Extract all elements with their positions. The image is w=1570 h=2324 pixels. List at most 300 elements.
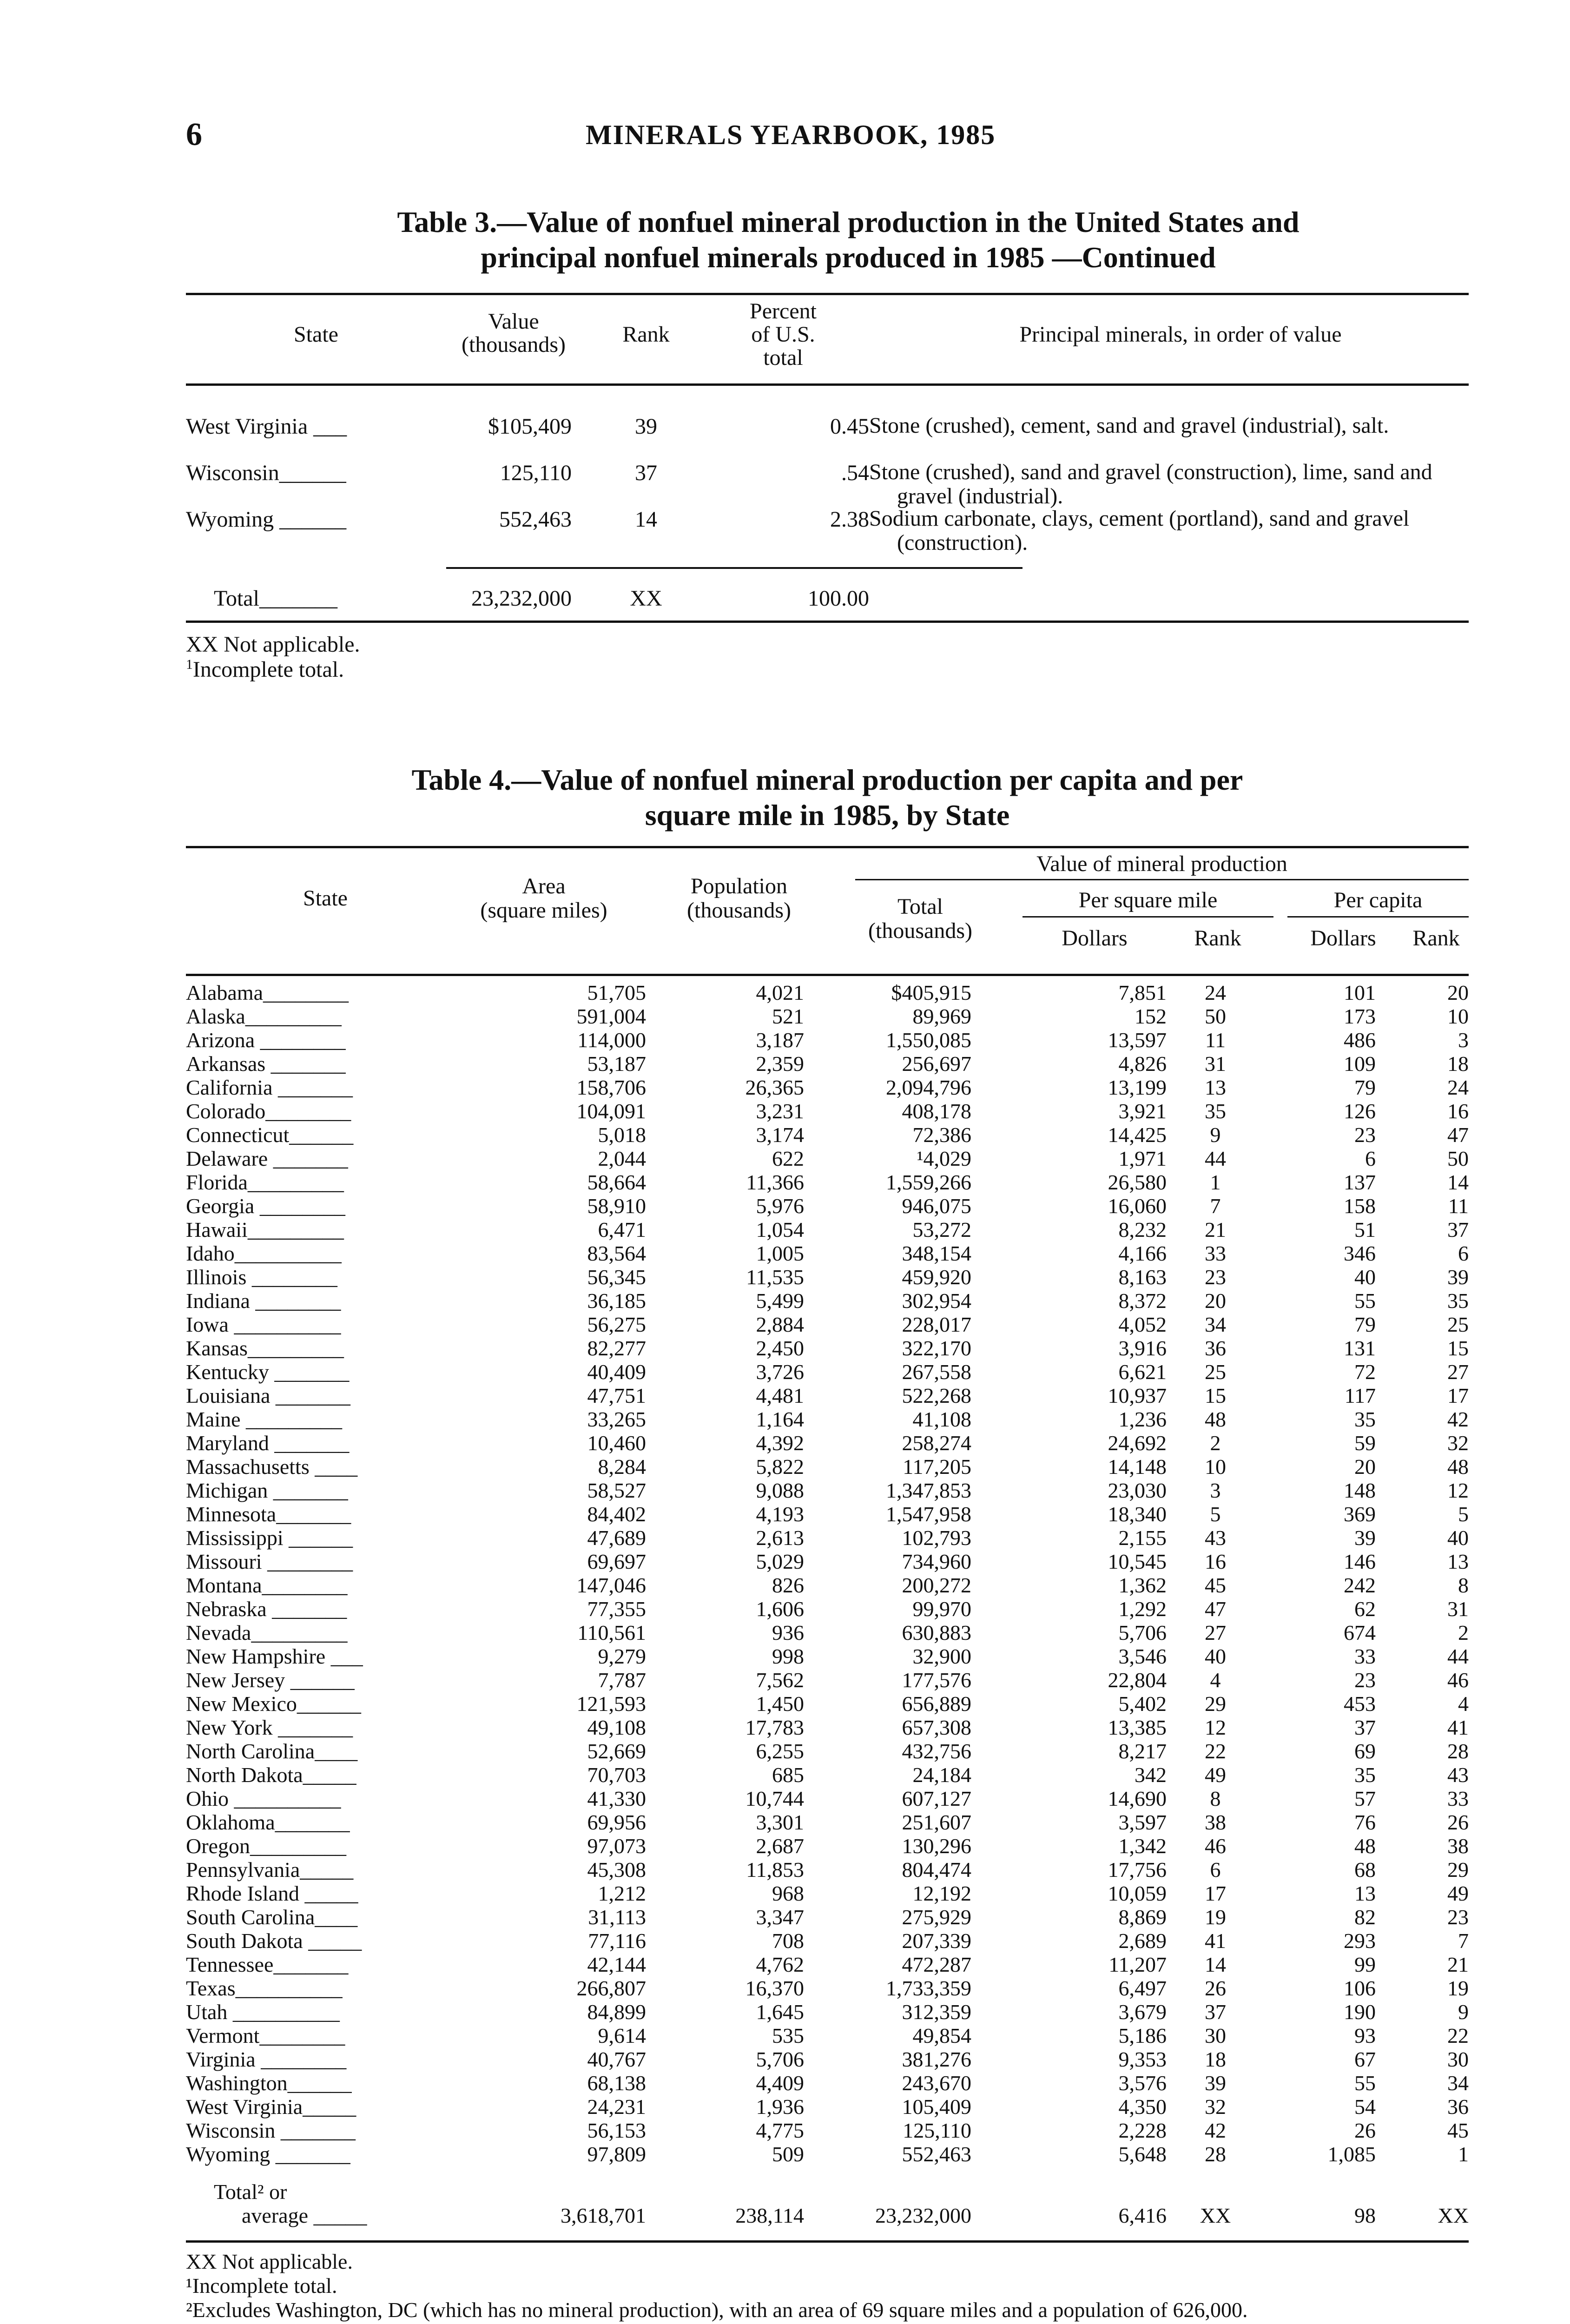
cell-state: West Virginia_____ <box>186 2095 356 2119</box>
cell-population: 17,783 <box>745 1716 804 1739</box>
footnote-1-text: Incomplete total. <box>192 657 344 682</box>
cell-population: 1,450 <box>756 1692 804 1716</box>
cell-value: 552,463 <box>499 507 572 532</box>
cell-rank-per-sq-mile: 35 <box>1205 1099 1226 1123</box>
cell-rank-per-capita: 35 <box>1447 1289 1469 1313</box>
cell-rank-per-sq-mile: 23 <box>1205 1265 1226 1289</box>
cell-dollars-per-sq-mile: 13,385 <box>1108 1716 1167 1739</box>
cell-state: New Hampshire ___ <box>186 1644 363 1668</box>
cell-rank-per-capita: 37 <box>1447 1218 1469 1241</box>
cell-rank-per-capita: 36 <box>1447 2095 1469 2119</box>
cell-dollars-per-capita: 55 <box>1354 2071 1376 2095</box>
header-sq-dollars: Dollars <box>1062 926 1128 951</box>
cell-population: 936 <box>772 1621 804 1644</box>
cell-rank-per-capita: 44 <box>1447 1644 1469 1668</box>
cell-rank-per-sq-mile: 36 <box>1205 1336 1226 1360</box>
cell-total: 656,889 <box>902 1692 971 1716</box>
table-row <box>186 1905 1469 1929</box>
cell-area: 97,809 <box>587 2142 646 2166</box>
table-row <box>186 1052 1469 1076</box>
cell-dollars-per-sq-mile: 17,756 <box>1108 1858 1167 1882</box>
cell-total: 125,110 <box>903 2119 971 2142</box>
table-row <box>186 1597 1469 1621</box>
header-percent-line-2: of U.S. <box>751 322 815 347</box>
cell-rank-per-sq-mile: 48 <box>1205 1407 1226 1431</box>
cell-total: 53,272 <box>912 1218 971 1241</box>
cell-area: 83,564 <box>587 1241 646 1265</box>
cell-percent: 0.45 <box>830 414 869 439</box>
header-total-line-1: Total <box>897 894 943 919</box>
cell-state: Indiana ________ <box>186 1289 341 1313</box>
cell-rank-per-capita: 10 <box>1447 1004 1469 1028</box>
table-row <box>186 1170 1469 1194</box>
cell-dollars-per-sq-mile: 5,648 <box>1118 2142 1167 2166</box>
cell-rank-per-capita: 21 <box>1447 1953 1469 1976</box>
cell-dollars-per-capita: 79 <box>1354 1076 1376 1099</box>
table-row <box>186 507 1469 553</box>
cell-area: 40,409 <box>587 1360 646 1384</box>
cell-dollars-per-sq-mile: 6,621 <box>1118 1360 1167 1384</box>
cell-area: 42,144 <box>587 1953 646 1976</box>
cell-dollars-per-capita: 59 <box>1354 1431 1376 1455</box>
cell-total: 243,670 <box>902 2071 971 2095</box>
table-row <box>186 1810 1469 1834</box>
cell-rank-per-capita: 27 <box>1447 1360 1469 1384</box>
table-4-body <box>186 981 1469 2236</box>
table-row <box>186 2024 1469 2047</box>
cell-dollars-per-capita: 117 <box>1344 1384 1376 1407</box>
cell-total: 522,268 <box>902 1384 971 1407</box>
cell-dollars-per-sq-mile: 3,916 <box>1118 1336 1167 1360</box>
footnote-xx: XX Not applicable. <box>186 632 360 657</box>
table-row <box>186 1147 1469 1170</box>
table-row <box>186 1218 1469 1241</box>
cell-population: 4,021 <box>756 981 804 1004</box>
header-population-line-2: (thousands) <box>687 898 791 923</box>
cell-state: Wyoming ______ <box>186 507 347 532</box>
cell-dollars-per-capita: 37 <box>1354 1716 1376 1739</box>
table-row <box>186 2000 1469 2024</box>
cell-dollars-per-capita: 68 <box>1354 1858 1376 1882</box>
cell-total-area: 3,618,701 <box>561 2204 646 2227</box>
cell-rank-per-sq-mile: 11 <box>1205 1028 1226 1052</box>
cell-population: 1,936 <box>756 2095 804 2119</box>
cell-dollars-per-sq-mile: 2,228 <box>1118 2119 1167 2142</box>
cell-state: Massachusetts ____ <box>186 1455 358 1479</box>
cell-rank-per-capita: 23 <box>1447 1905 1469 1929</box>
table-row <box>186 1929 1469 1953</box>
cell-total: 89,969 <box>912 1004 971 1028</box>
cell-minerals: Sodium carbonate, clays, cement (portland), sand and gravel (construction). <box>869 506 1410 555</box>
cell-dollars-per-sq-mile: 5,402 <box>1118 1692 1167 1716</box>
cell-rank-per-sq-mile: 9 <box>1210 1123 1221 1147</box>
cell-dollars-per-capita: 13 <box>1354 1882 1376 1905</box>
cell-rank-per-sq-mile: 3 <box>1210 1479 1221 1502</box>
cell-population: 998 <box>772 1644 804 1668</box>
cell-rank-per-sq-mile: 44 <box>1205 1147 1226 1170</box>
cell-dollars-per-capita: 453 <box>1344 1692 1376 1716</box>
table-row <box>186 1550 1469 1573</box>
cell-dollars-per-capita: 23 <box>1354 1123 1376 1147</box>
cell-dollars-per-sq-mile: 2,689 <box>1118 1929 1167 1953</box>
cell-dollars-per-sq-mile: 26,580 <box>1108 1170 1167 1194</box>
cell-population: 1,005 <box>756 1241 804 1265</box>
cell-state: Texas__________ <box>186 1976 343 2000</box>
cell-total: 1,547,958 <box>886 1502 971 1526</box>
header-state: State <box>303 886 348 911</box>
cell-rank-per-sq-mile: 28 <box>1205 2142 1226 2166</box>
cell-rank-per-sq-mile: 39 <box>1205 2071 1226 2095</box>
table-row <box>186 1692 1469 1716</box>
cell-state: Missouri ________ <box>186 1550 353 1573</box>
cell-population: 10,744 <box>745 1787 804 1810</box>
cell-state: Pennsylvania_____ <box>186 1858 354 1882</box>
cell-rank-per-capita: 42 <box>1447 1407 1469 1431</box>
cell-rank-per-capita: 22 <box>1447 2024 1469 2047</box>
table-row <box>186 1716 1469 1739</box>
header-sq-rank: Rank <box>1194 926 1241 951</box>
cell-dollars-per-capita: 33 <box>1354 1644 1376 1668</box>
cell-state: Oklahoma_______ <box>186 1810 350 1834</box>
cell-dollars-per-capita: 346 <box>1344 1241 1376 1265</box>
cell-dollars-per-capita: 67 <box>1354 2047 1376 2071</box>
cell-rank-per-sq-mile: 2 <box>1210 1431 1221 1455</box>
cell-rank-per-capita: 38 <box>1447 1834 1469 1858</box>
cell-total: 630,883 <box>902 1621 971 1644</box>
cell-population: 685 <box>772 1763 804 1787</box>
cell-rank-per-capita: 29 <box>1447 1858 1469 1882</box>
header-value <box>446 310 581 357</box>
cell-total-population: 238,114 <box>735 2204 804 2227</box>
cell-population: 708 <box>772 1929 804 1953</box>
cell-dollars-per-capita: 369 <box>1344 1502 1376 1526</box>
cell-dollars-per-sq-mile: 1,292 <box>1118 1597 1167 1621</box>
cell-dollars-per-capita: 23 <box>1354 1668 1376 1692</box>
cell-area: 82,277 <box>587 1336 646 1360</box>
cell-state: Maine _________ <box>186 1407 343 1431</box>
cell-state: Rhode Island _____ <box>186 1882 358 1905</box>
cell-dollars-per-capita: 293 <box>1344 1929 1376 1953</box>
cell-rank: 39 <box>635 414 657 439</box>
cell-dollars-per-sq-mile: 14,425 <box>1108 1123 1167 1147</box>
table-row <box>186 1099 1469 1123</box>
cell-dollars-per-capita: 57 <box>1354 1787 1376 1810</box>
cell-rank-per-sq-mile: 19 <box>1205 1905 1226 1929</box>
page-number: 6 <box>186 117 202 152</box>
cell-area: 5,018 <box>598 1123 646 1147</box>
cell-population: 622 <box>772 1147 804 1170</box>
cell-dollars-per-sq-mile: 8,217 <box>1118 1739 1167 1763</box>
cell-state: South Dakota _____ <box>186 1929 362 1953</box>
cell-dollars-per-sq-mile: 4,350 <box>1118 2095 1167 2119</box>
table-4-title <box>186 762 1469 833</box>
header-percent-line-1: Percent <box>750 299 817 324</box>
table-row <box>186 1004 1469 1028</box>
table-row <box>186 1265 1469 1289</box>
cell-dollars-per-capita: 109 <box>1344 1052 1376 1076</box>
cell-population: 5,029 <box>756 1550 804 1573</box>
cell-area: 8,284 <box>598 1455 646 1479</box>
table-row <box>186 2119 1469 2142</box>
cell-area: 9,279 <box>598 1644 646 1668</box>
running-title: MINERALS YEARBOOK, 1985 <box>586 119 996 150</box>
table-3-body <box>186 414 1469 553</box>
footnote-1: ¹Incomplete total. <box>186 2274 337 2298</box>
cell-state: Kansas_________ <box>186 1336 344 1360</box>
cell-rank-per-capita: 49 <box>1447 1882 1469 1905</box>
cell-dollars-per-sq-mile: 1,236 <box>1118 1407 1167 1431</box>
cell-dollars-per-sq-mile: 3,546 <box>1118 1644 1167 1668</box>
cell-rank-per-sq-mile: 43 <box>1205 1526 1226 1550</box>
table-row <box>186 1360 1469 1384</box>
cell-rank-per-sq-mile: 17 <box>1205 1882 1226 1905</box>
table-row <box>186 1739 1469 1763</box>
cell-dollars-per-sq-mile: 1,971 <box>1118 1147 1167 1170</box>
table-3-header <box>186 293 1469 386</box>
cell-rank-per-capita: 3 <box>1458 1028 1469 1052</box>
cell-total-percent: 100.00 <box>808 586 869 611</box>
cell-area: 2,044 <box>598 1147 646 1170</box>
cell-state: Vermont________ <box>186 2024 345 2047</box>
cell-percent: .54 <box>841 461 869 485</box>
cell-rank-per-capita: 11 <box>1448 1194 1469 1218</box>
cell-rank-per-sq-mile: 27 <box>1205 1621 1226 1644</box>
cell-dollars-per-capita: 39 <box>1354 1526 1376 1550</box>
cell-dollars-per-capita: 137 <box>1344 1170 1376 1194</box>
cell-dollars-per-sq-mile: 7,851 <box>1118 981 1167 1004</box>
table-row <box>186 1313 1469 1336</box>
cell-dollars-per-sq-mile: 14,690 <box>1108 1787 1167 1810</box>
table-total-row <box>186 2180 1469 2236</box>
table-row <box>186 1858 1469 1882</box>
cell-state: Maryland _______ <box>186 1431 350 1455</box>
cell-state: New Mexico______ <box>186 1692 361 1716</box>
cell-dollars-per-capita: 51 <box>1354 1218 1376 1241</box>
cell-state: Minnesota_______ <box>186 1502 351 1526</box>
cell-area: 147,046 <box>576 1573 646 1597</box>
table-row <box>186 460 1469 507</box>
cell-dollars-per-capita: 126 <box>1344 1099 1376 1123</box>
cell-dollars-per-capita: 35 <box>1354 1763 1376 1787</box>
cell-total-rank: XX <box>630 586 662 611</box>
cell-rank-per-sq-mile: 45 <box>1205 1573 1226 1597</box>
cell-total: 12,192 <box>912 1882 971 1905</box>
cell-rank-per-capita: 2 <box>1458 1621 1469 1644</box>
cell-dollars-per-sq-mile: 1,362 <box>1118 1573 1167 1597</box>
cell-population: 968 <box>772 1882 804 1905</box>
table-row <box>186 1194 1469 1218</box>
cell-state: New York _______ <box>186 1716 353 1739</box>
cell-area: 56,345 <box>587 1265 646 1289</box>
cell-dollars-per-capita: 76 <box>1354 1810 1376 1834</box>
cell-state: Arizona ________ <box>186 1028 346 1052</box>
cell-state: Hawaii_________ <box>186 1218 344 1241</box>
table-row <box>186 981 1469 1004</box>
cell-state: South Carolina____ <box>186 1905 358 1929</box>
cell-dollars-per-capita: 146 <box>1344 1550 1376 1573</box>
cell-total-label-2: average _____ <box>242 2204 367 2227</box>
cell-total-rank-per-capita: XX <box>1438 2204 1469 2227</box>
cell-area: 47,689 <box>587 1526 646 1550</box>
table-3 <box>186 205 1469 682</box>
cell-rank-per-capita: 14 <box>1447 1170 1469 1194</box>
cell-state: Colorado________ <box>186 1099 351 1123</box>
cell-population: 3,726 <box>756 1360 804 1384</box>
table-row <box>186 1882 1469 1905</box>
table-row <box>186 1953 1469 1976</box>
cell-area: 77,355 <box>587 1597 646 1621</box>
table-row <box>186 1455 1469 1479</box>
cell-rank-per-sq-mile: 25 <box>1205 1360 1226 1384</box>
cell-rank-per-capita: 6 <box>1458 1241 1469 1265</box>
cell-population: 5,976 <box>756 1194 804 1218</box>
cell-rank-per-sq-mile: 37 <box>1205 2000 1226 2024</box>
cell-area: 69,697 <box>587 1550 646 1573</box>
cell-population: 16,370 <box>745 1976 804 2000</box>
cell-rank-per-capita: 34 <box>1447 2071 1469 2095</box>
cell-dollars-per-sq-mile: 5,186 <box>1118 2024 1167 2047</box>
cell-population: 826 <box>772 1573 804 1597</box>
cell-rank-per-sq-mile: 31 <box>1205 1052 1226 1076</box>
cell-rank-per-capita: 32 <box>1447 1431 1469 1455</box>
table-4-title-line-2: square mile in 1985, by State <box>645 799 1010 832</box>
cell-rank-per-capita: 12 <box>1447 1479 1469 1502</box>
header-population-line-1: Population <box>690 874 787 898</box>
cell-rank-per-sq-mile: 29 <box>1205 1692 1226 1716</box>
cell-state: Arkansas _______ <box>186 1052 346 1076</box>
header-percent-line-3: total <box>763 345 803 370</box>
cell-rank-per-capita: 50 <box>1447 1147 1469 1170</box>
cell-dollars-per-sq-mile: 2,155 <box>1118 1526 1167 1550</box>
cell-population: 2,884 <box>756 1313 804 1336</box>
header-area-line-1: Area <box>522 874 566 898</box>
cell-state: Delaware _______ <box>186 1147 348 1170</box>
cell-state: Montana________ <box>186 1573 348 1597</box>
cell-total: 258,274 <box>902 1431 971 1455</box>
cell-rank-per-sq-mile: 6 <box>1210 1858 1221 1882</box>
cell-population: 5,499 <box>756 1289 804 1313</box>
cell-state: Louisiana _______ <box>186 1384 350 1407</box>
cell-dollars-per-sq-mile: 13,199 <box>1108 1076 1167 1099</box>
cell-area: 51,705 <box>587 981 646 1004</box>
footnote-2: ²Excludes Washington, DC (which has no mineral production), with an area of 69 square miles and a population of 626,000. <box>186 2298 1248 2322</box>
table-row <box>186 1028 1469 1052</box>
cell-rank-per-capita: 26 <box>1447 1810 1469 1834</box>
cell-dollars-per-sq-mile: 342 <box>1135 1763 1167 1787</box>
cell-rank-per-sq-mile: 16 <box>1205 1550 1226 1573</box>
cell-population: 4,392 <box>756 1431 804 1455</box>
cell-area: 56,275 <box>587 1313 646 1336</box>
cell-population: 1,606 <box>756 1597 804 1621</box>
cell-population: 1,164 <box>756 1407 804 1431</box>
cell-rank-per-capita: 5 <box>1458 1502 1469 1526</box>
cell-dollars-per-capita: 62 <box>1354 1597 1376 1621</box>
footnote-1-mark: 1 <box>186 657 193 672</box>
cell-area: 36,185 <box>587 1289 646 1313</box>
cell-rank-per-capita: 19 <box>1447 1976 1469 2000</box>
cell-state: Iowa __________ <box>186 1313 341 1336</box>
table-row <box>186 1407 1469 1431</box>
cell-rank-per-capita: 20 <box>1447 981 1469 1004</box>
cell-rank-per-capita: 41 <box>1447 1716 1469 1739</box>
cell-area: 69,956 <box>587 1810 646 1834</box>
table-row <box>186 1621 1469 1644</box>
cell-state: California _______ <box>186 1076 353 1099</box>
cell-total: 130,296 <box>902 1834 971 1858</box>
cell-area: 58,664 <box>587 1170 646 1194</box>
cell-dollars-per-sq-mile: 10,545 <box>1108 1550 1167 1573</box>
cell-area: 47,751 <box>587 1384 646 1407</box>
cell-area: 70,703 <box>587 1763 646 1787</box>
cell-total: 2,094,796 <box>886 1076 971 1099</box>
cell-area: 56,153 <box>587 2119 646 2142</box>
cell-rank-per-sq-mile: 14 <box>1205 1953 1226 1976</box>
cell-dollars-per-sq-mile: 5,706 <box>1118 1621 1167 1644</box>
cell-total: 275,929 <box>902 1905 971 1929</box>
cell-state: Utah __________ <box>186 2000 340 2024</box>
cell-population: 11,535 <box>746 1265 804 1289</box>
table-3-title-line-1: Table 3.—Value of nonfuel mineral production in the United States and <box>397 205 1300 238</box>
cell-area: 7,787 <box>598 1668 646 1692</box>
cell-dollars-per-sq-mile: 3,597 <box>1118 1810 1167 1834</box>
cell-population: 4,193 <box>756 1502 804 1526</box>
cell-rank: 14 <box>635 507 657 532</box>
cell-area: 10,460 <box>587 1431 646 1455</box>
cell-rank-per-sq-mile: 24 <box>1205 981 1226 1004</box>
cell-minerals: Stone (crushed), sand and gravel (construction), lime, sand and gravel (industrial). <box>869 460 1432 508</box>
cell-dollars-per-sq-mile: 6,497 <box>1118 1976 1167 2000</box>
table-row <box>186 414 1469 460</box>
table-row <box>186 1431 1469 1455</box>
cell-population: 4,762 <box>756 1953 804 1976</box>
cell-dollars-per-capita: 190 <box>1344 2000 1376 2024</box>
cell-rank-per-capita: 40 <box>1447 1526 1469 1550</box>
cell-dollars-per-capita: 674 <box>1344 1621 1376 1644</box>
cell-total: 312,359 <box>902 2000 971 2024</box>
cell-state: Washington______ <box>186 2071 352 2095</box>
cell-total-value: 23,232,000 <box>471 586 572 611</box>
cell-rank-per-capita: 43 <box>1447 1763 1469 1787</box>
header-per-capita-rule <box>1287 916 1469 918</box>
cell-state: Wisconsin______ <box>186 461 346 485</box>
cell-state: New Jersey ______ <box>186 1668 355 1692</box>
cell-total: 804,474 <box>902 1858 971 1882</box>
cell-state: Michigan _______ <box>186 1479 348 1502</box>
cell-rank-per-capita: 13 <box>1447 1550 1469 1573</box>
cell-rank-per-sq-mile: 41 <box>1205 1929 1226 1953</box>
table-row <box>186 1289 1469 1313</box>
cell-dollars-per-capita: 48 <box>1354 1834 1376 1858</box>
cell-state: West Virginia ___ <box>186 414 347 439</box>
cell-state: Alaska_________ <box>186 1004 342 1028</box>
cell-total: 256,697 <box>902 1052 971 1076</box>
cell-total-dollars-per-capita: 98 <box>1354 2204 1376 2227</box>
table-row <box>186 1787 1469 1810</box>
cell-rank-per-sq-mile: 30 <box>1205 2024 1226 2047</box>
cell-rank-per-capita: 1 <box>1458 2142 1469 2166</box>
cell-area: 40,767 <box>587 2047 646 2071</box>
cell-area: 104,091 <box>576 1099 646 1123</box>
cell-state: Oregon_________ <box>186 1834 346 1858</box>
table-4-header <box>186 846 1469 976</box>
cell-rank-per-sq-mile: 22 <box>1205 1739 1226 1763</box>
cell-dollars-per-capita: 131 <box>1344 1336 1376 1360</box>
header-total-line-2: (thousands) <box>868 918 972 943</box>
cell-rank-per-capita: 15 <box>1447 1336 1469 1360</box>
cell-area: 84,899 <box>587 2000 646 2024</box>
cell-area: 6,471 <box>598 1218 646 1241</box>
cell-rank-per-sq-mile: 20 <box>1205 1289 1226 1313</box>
